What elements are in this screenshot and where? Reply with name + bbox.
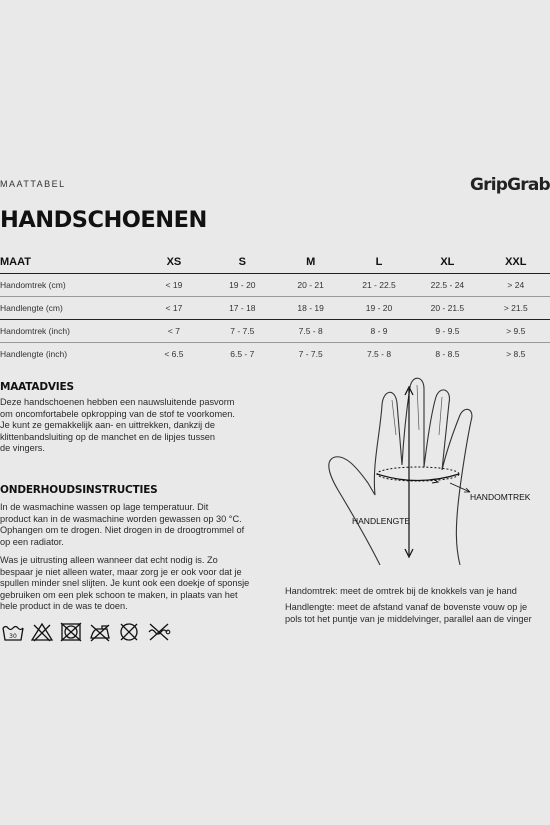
table-cell: 19 - 20: [345, 297, 413, 320]
table-cell: Handlengte (inch): [0, 349, 68, 359]
no-tumble-dry-icon: [60, 622, 82, 642]
circumference-label: HANDOMTREK: [470, 492, 531, 502]
table-cell: 19 - 20: [208, 274, 276, 297]
caption-line: Handlengte: meet de afstand vanaf de bovenste vouw op je: [285, 602, 528, 612]
no-bleach-icon: [31, 622, 53, 642]
page-title: HANDSCHOENEN: [0, 207, 207, 233]
care-line: Ophangen om te drogen. Niet drogen in de droogtrommel of: [0, 525, 245, 535]
table-cell: < 19: [140, 274, 208, 297]
care-text-1: [0, 502, 270, 548]
length-label: HANDLENGTE: [352, 516, 411, 526]
care-line: hele product in de was te doen.: [0, 601, 128, 611]
header-cell: M: [276, 251, 344, 274]
table-cell: 18 - 19: [276, 297, 344, 320]
table-row: [0, 343, 550, 366]
care-line: spullen minder snel slijten. Je kunt ook een doekje of sponsje: [0, 578, 250, 588]
length-caption: [285, 601, 550, 625]
table-row: [0, 274, 550, 297]
header-cell: MAAT: [0, 251, 140, 274]
care-line: Was je uitrusting alleen wanneer dat echt nodig is. Zo: [0, 555, 218, 565]
table-cell: 20 - 21: [276, 274, 344, 297]
care-line: In de wasmachine wassen op lage temperatuur. Dit: [0, 502, 209, 512]
advice-line: om oncomfortabele opkropping van de stof te voorkomen.: [0, 408, 235, 419]
care-line: product kan in de wasmachine worden gewassen op 30 °C.: [0, 513, 242, 524]
hand-measure-diagram: [320, 375, 545, 575]
table-cell: < 17: [140, 297, 208, 320]
table-cell: Handomtrek (cm): [0, 274, 140, 297]
wash-temp-label: 30: [9, 633, 17, 640]
wash-30-icon: [2, 622, 24, 642]
header-cell: L: [345, 251, 413, 274]
care-line: bespaar je niet alleen water, maar zorg je er ook voor dat je: [0, 566, 242, 577]
no-iron-icon: [89, 622, 111, 642]
care-line: gebruiken om een plek schoon te maken, in plaats van het: [0, 589, 238, 600]
table-cell: 7 - 7.5: [298, 349, 323, 359]
table-cell: 17 - 18: [208, 297, 276, 320]
table-cell: 21 - 22.5: [345, 274, 413, 297]
no-wring-icon: [147, 622, 171, 642]
table-cell: 7.5 - 8: [366, 349, 392, 359]
brand-logo: GripGrab: [470, 175, 550, 195]
advice-line: de vingers.: [0, 443, 45, 453]
table-cell: > 24: [482, 274, 550, 297]
circumference-caption: Handomtrek: meet de omtrek bij de knokkels van je hand: [285, 586, 517, 596]
table-cell: > 9.5: [482, 320, 550, 343]
care-title: ONDERHOUDSINSTRUCTIES: [0, 484, 158, 496]
table-cell: 7 - 7.5: [208, 320, 276, 343]
no-dry-clean-icon: [118, 622, 140, 642]
advice-line: Deze handschoenen hebben een nauwsluitende pasvorm: [0, 397, 235, 407]
advice-title: MAATADVIES: [0, 381, 74, 393]
size-table-header: [0, 251, 550, 274]
table-cell: 7.5 - 8: [276, 320, 344, 343]
table-cell: 20 - 21.5: [413, 297, 481, 320]
size-table: [0, 251, 550, 365]
header-cell: XL: [413, 251, 481, 274]
table-cell: < 6.5: [164, 349, 184, 359]
table-cell: 8 - 8.5: [435, 349, 460, 359]
header-cell: XXL: [482, 251, 550, 274]
care-text-2: [0, 555, 270, 613]
care-line: op een radiator.: [0, 536, 64, 547]
table-cell: Handlengte (cm): [0, 297, 140, 320]
header-cell: S: [208, 251, 276, 274]
table-cell: 8 - 9: [345, 320, 413, 343]
table-cell: > 8.5: [506, 349, 526, 359]
care-icons: [2, 622, 171, 642]
circumference-ellipse: [377, 467, 459, 481]
table-cell: Handomtrek (inch): [0, 320, 140, 343]
size-chart-label: MAATTABEL: [0, 179, 66, 189]
hand-outline-icon: [329, 378, 472, 565]
advice-line: Je kunt ze gemakkelijk aan- en uittrekken, dankzij de: [0, 420, 216, 430]
table-row: [0, 297, 550, 320]
table-cell: 9 - 9.5: [413, 320, 481, 343]
header-cell: XS: [140, 251, 208, 274]
table-cell: > 21.5: [482, 297, 550, 320]
table-cell: < 7: [140, 320, 208, 343]
caption-line: pols tot het puntje van je middelvinger, parallel aan de vinger: [285, 614, 532, 624]
table-cell: 6.5 - 7: [230, 349, 255, 359]
advice-text: [0, 397, 270, 455]
table-row: [0, 320, 550, 343]
advice-line: klittenbandsluiting op de manchet en de lipjes tussen: [0, 431, 216, 442]
table-cell: 22.5 - 24: [413, 274, 481, 297]
